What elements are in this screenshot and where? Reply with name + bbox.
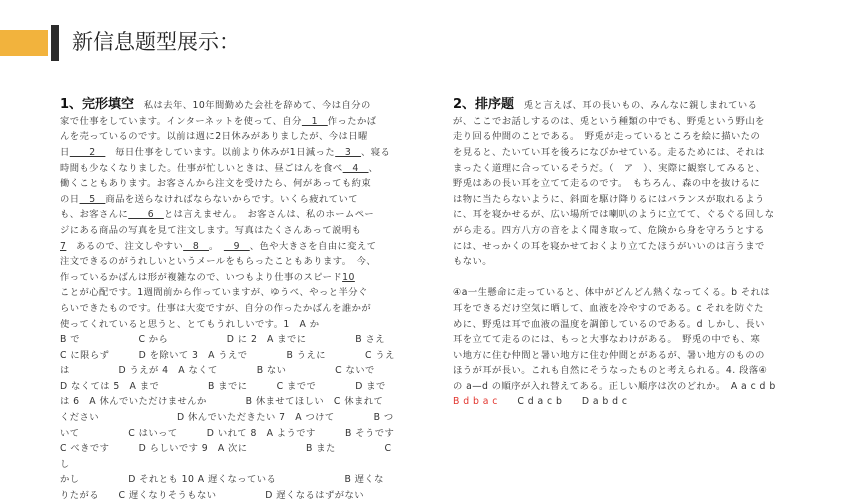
text-segment: には、せっかくの耳を寝かせておくより立てたほうがいいのは言うまで — [453, 240, 765, 252]
text-segment: 日 — [60, 146, 70, 158]
page-title: 新信息题型展示： — [72, 30, 240, 54]
blank-number: 8 — [183, 240, 210, 252]
text-segment: 、寝る — [361, 146, 391, 158]
text-line — [60, 363, 400, 379]
section-heading-ordering: 2、排序题 — [453, 97, 515, 113]
text-line — [60, 114, 400, 130]
text-segment: らいできたものです。仕事は大変ですが、自分の作ったかばんを誰かが — [60, 302, 372, 314]
cloze-passage — [60, 97, 400, 503]
title-accent-bar — [0, 30, 48, 56]
text-segment: 毎日仕事をしています。以前より休みが1日減った — [105, 146, 336, 158]
text-segment: ください D 休んでいただきたい 7 A つけて B つ — [60, 412, 394, 424]
text-segment: りたがる C 遅くなりそうもない D 遅くなるはずがない — [60, 490, 365, 502]
text-line — [60, 426, 400, 442]
text-line — [453, 145, 798, 161]
text-line — [453, 114, 798, 130]
text-line — [60, 285, 400, 301]
text-segment: は D うえが 4 A なくて B ない C ないで — [60, 365, 375, 377]
text-line — [453, 97, 798, 114]
text-segment: の a—d の順序が入れ替えてある。正しい順序は次のどれか。 A a c d b — [453, 380, 776, 392]
text-segment: を見ると、たいてい耳を後ろになびかせている。走るためには、それは — [453, 146, 765, 158]
text-segment: 家で仕事をしています。インターネットを使って、自分 — [60, 115, 302, 127]
text-segment: は物に当たらないように、斜面を駆け降りるにはバランスが取れるよう — [453, 193, 765, 205]
text-segment: 兎と言えば、耳の長いもの、みんなに親しまれている — [514, 100, 758, 112]
answer-option: B d b a c — [453, 396, 498, 408]
text-segment: まったく道理に合っているそうだ。（ ア ）、実際に観察してみると、 — [453, 162, 766, 174]
text-line — [60, 394, 400, 410]
ordering-passage — [453, 97, 798, 410]
text-segment — [453, 272, 456, 283]
text-line — [60, 472, 400, 488]
text-segment: 作ったかば — [327, 115, 377, 127]
text-segment: C に限らず D を除いて 3 A うえで B うえに C うえ — [60, 349, 395, 361]
text-segment: も、お客さんに — [60, 209, 129, 221]
text-segment: D なくては 5 A まで B までに C までで D まで — [60, 380, 386, 392]
blank-number: 6 — [128, 209, 164, 221]
text-segment: 走り回る仲間のことである。 野兎が走っているところを絵に描いたの — [453, 131, 761, 143]
text-segment: がら走る。四方八方の音をよく聞き取って、危険から身を守ろうとする — [453, 224, 765, 236]
text-line — [453, 207, 798, 223]
text-segment: 作っているかばんは形が複雑なので、いつもより仕事のスピード — [60, 271, 343, 283]
text-segment: もない。 — [453, 256, 492, 268]
text-line — [60, 254, 400, 270]
text-segment: 、 — [368, 162, 379, 174]
text-line — [60, 317, 400, 333]
text-segment: に、耳を寝かせるが、広い場所では喇叭のように立てて、ぐるぐる回しな — [453, 209, 775, 221]
text-segment: んを売っているのです。以前は週に2日休みがありましたが、今は日曜 — [60, 131, 368, 143]
text-line — [60, 379, 400, 395]
text-segment: が、ここでお話しするのは、兎という種類の中でも、野兎という野山を — [453, 115, 765, 127]
section-heading-cloze: 1、完形填空 — [60, 97, 135, 113]
text-segment: 野兎はあの長い耳を立てて走るのです。 もちろん、森の中を抜けるに — [453, 178, 761, 190]
cloze-section — [60, 66, 400, 502]
text-segment: いて C はいって D いれて 8 A ようです B そうです — [60, 427, 395, 439]
text-segment: 注文できるのがうれしいというメールをもらったこともあります。 今、 — [60, 256, 377, 268]
text-segment: 。 — [209, 240, 224, 252]
text-line — [60, 176, 400, 192]
text-line — [453, 176, 798, 192]
text-segment: ほうが耳が長い。これも自然にそうなったものと考えられる。4. 段落④ — [453, 365, 768, 377]
text-segment: 働くこともあります。お客さんから注文を受けたら、何があっても約束 — [60, 178, 372, 190]
ordering-section — [453, 66, 798, 408]
blank-number: 4 — [342, 162, 369, 174]
text-segment: は 6 A 休んでいただけませんか B 休ませてほしい C 休まれて — [60, 396, 384, 408]
text-segment: かし D それとも 10 A 遅くなっている B 遅くな — [60, 474, 384, 486]
text-line — [453, 270, 798, 286]
text-line — [453, 192, 798, 208]
text-line — [60, 239, 400, 255]
text-segment: ④a一生懸命に走っていると、体中がどんどん熱くなってくる。b それは — [453, 287, 771, 299]
text-line — [60, 488, 400, 504]
text-segment: 商品を送らなければならないからです。いくら疲れていて — [105, 193, 358, 205]
text-segment: C べきです D らしいです 9 A 次に B また C し — [60, 443, 395, 470]
text-segment: の日 — [60, 193, 80, 205]
text-line — [453, 239, 798, 255]
text-line — [60, 161, 400, 177]
text-segment: 耳をできるだけ空気に晒して、血液を冷やすのである。c それを防ぐた — [453, 302, 764, 314]
text-line — [453, 317, 798, 333]
title-divider — [51, 25, 59, 61]
text-segment: B で C から D に 2 A までに B さえ — [60, 334, 385, 346]
blank-number: 7 — [60, 240, 67, 252]
text-segment: 使ってくれていると思うと、とてもうれしいです。1 A か — [60, 318, 320, 330]
text-line — [60, 145, 400, 161]
text-segment: ことが心配です。1週間前から作っていますが、ゆうべ、やっと半分ぐ — [60, 287, 368, 299]
text-line — [60, 97, 400, 114]
text-line — [453, 379, 798, 395]
text-line — [453, 394, 798, 410]
text-segment: 時間も少なくなりました。仕事が忙しいときは、昼ごはんを食べ — [60, 162, 343, 174]
text-segment: あるので、注文しやすい — [66, 240, 184, 252]
text-line — [60, 410, 400, 426]
blank-number: 10 — [342, 271, 355, 283]
text-line — [453, 301, 798, 317]
text-line — [453, 129, 798, 145]
text-line — [453, 161, 798, 177]
text-line — [60, 332, 400, 348]
text-line — [60, 129, 400, 145]
text-line — [453, 254, 798, 270]
blank-number: 3 — [335, 146, 362, 158]
text-segment: 、色や大きさを自由に変えて — [249, 240, 377, 252]
text-line — [60, 270, 400, 286]
text-line — [60, 441, 400, 472]
text-line — [453, 348, 798, 364]
text-segment: 耳を立てて走るのには、もっと大事なわけがある。 野兎の中でも、寒 — [453, 334, 761, 346]
blank-number: 9 — [223, 240, 250, 252]
blank-number: 5 — [79, 193, 106, 205]
text-segment: い地方に住む仲間と暑い地方に住む仲間とがあるが、暑い地方のものの — [453, 349, 765, 361]
text-line — [453, 285, 798, 301]
text-line — [60, 301, 400, 317]
text-segment: 私は去年、10年間勤めた会社を辞めて、今は自分の — [134, 100, 371, 112]
text-segment: めに、野兎は耳で血液の温度を調節しているのである。d しかし、長い — [453, 318, 765, 330]
blank-number: 2 — [69, 146, 106, 158]
text-segment: とは言えません。 お客さんは、私のホームペー — [163, 209, 375, 221]
text-line — [453, 332, 798, 348]
text-segment: C d a c b D a b d c — [497, 396, 628, 408]
text-line — [60, 192, 400, 208]
blank-number: 1 — [301, 115, 328, 127]
text-segment: ジにある商品の写真を見て注文します。写真はたくさんあって説明も — [60, 224, 362, 236]
text-line — [60, 348, 400, 364]
text-line — [453, 223, 798, 239]
text-line — [60, 223, 400, 239]
text-line — [60, 207, 400, 223]
text-line — [453, 363, 798, 379]
